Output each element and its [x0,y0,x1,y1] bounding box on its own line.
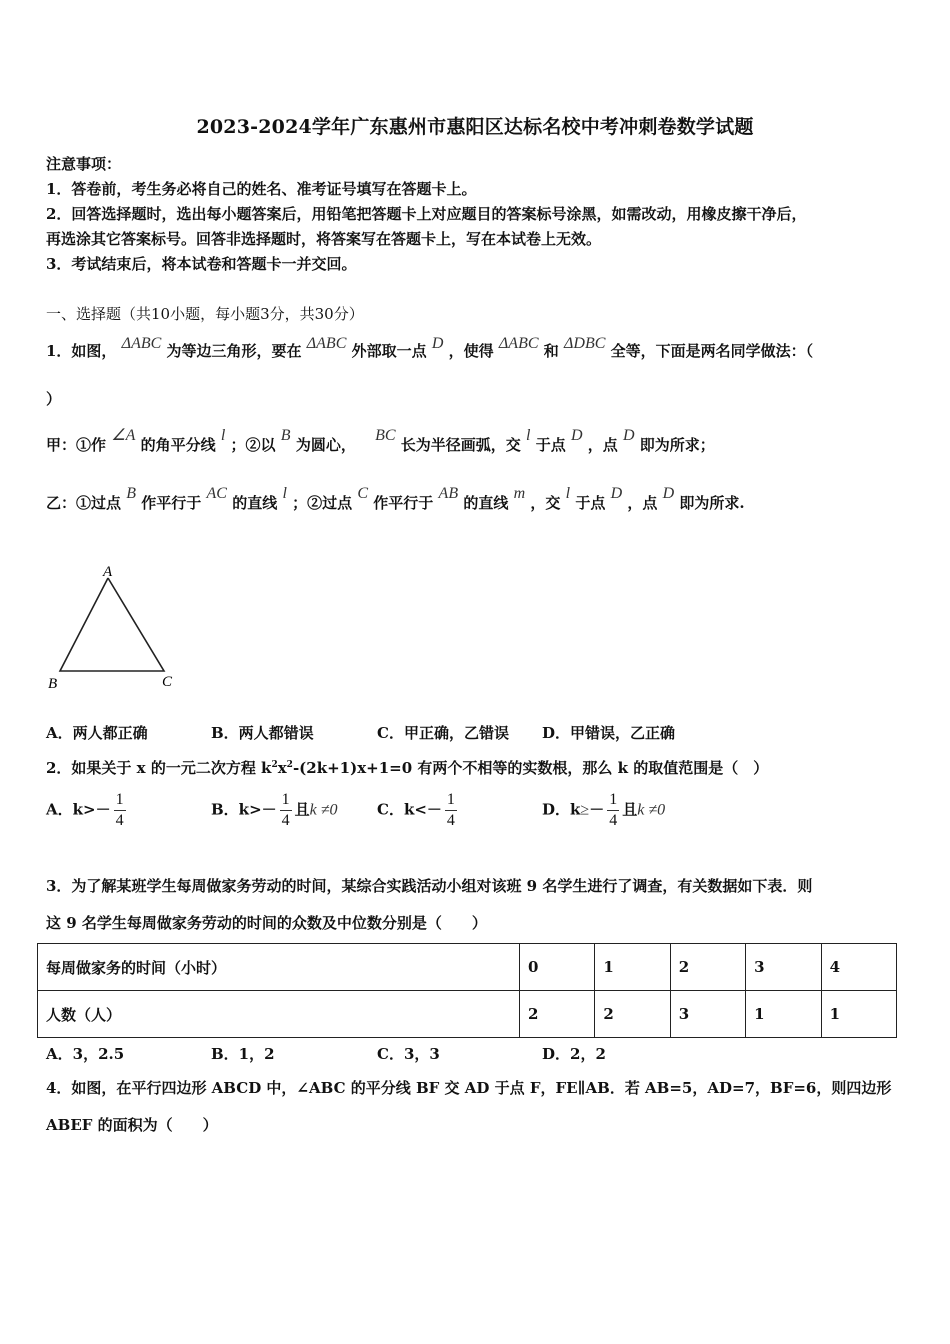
table-cell: 人数（人） [38,991,520,1038]
q3-stem-line-2: 这 9 名学生每周做家务劳动的时间的众数及中位数分别是（ ） [46,914,487,932]
q1-option-a: A．两人都正确 [46,724,148,742]
table-cell: 2 [595,991,670,1038]
yi-text: 即为所求. [679,494,745,512]
q1-math: ΔABC [306,335,347,352]
notice-item-3: 3．考试结束后，将本试卷和答题卡一并交回。 [46,255,357,273]
jia-text: ，点 [587,436,618,454]
yi-math: C [357,485,369,502]
notice-item-2b: 再选涂其它答案标号。回答非选择题时，将答案写在答题卡上，写在本试卷上无效。 [46,230,602,248]
q1-option-d: D．甲错误，乙正确 [542,724,676,742]
yi-math: AC [206,485,227,502]
q4-stem-line-1: 4．如图，在平行四边形 ABCD 中，∠ABC 的平分线 BF 交 AD 于点 F，FE∥AB．若 AB=5，AD=7，BF=6，则四边形 [46,1079,892,1097]
yi-math: l [282,485,287,502]
yi-text: ，点 [627,494,658,512]
q1-math: ΔABC [498,335,539,352]
table-row [38,944,897,991]
fraction-denominator: 4 [609,812,618,829]
table-cell: 1 [746,991,821,1038]
fraction-numerator: 1 [115,791,124,808]
yi-text: ，交 [530,494,561,512]
q4-stem-line-2: ABEF 的面积为（ ） [46,1116,218,1134]
table-cell: 3 [746,944,821,991]
fraction-numerator: 1 [446,791,455,808]
yi-math: m [513,485,526,502]
q3-option-d: D．2，2 [542,1045,606,1063]
q3-data-table [37,943,897,1038]
jia-text: 为圆心， [295,436,356,454]
yi-math: AB [438,485,459,502]
q1-text: 外部取一点 [351,342,427,360]
q1-yi-line [46,482,745,512]
q2-option-text: A．k>－ [46,800,111,819]
table-row [38,991,897,1038]
fraction-numerator: 1 [609,791,618,808]
fraction-denominator: 4 [115,812,124,829]
notice-item-2a: 2．回答选择题时，选出每小题答案后，用铅笔把答题卡上对应题目的答案标号涂黑，如需改动，用橡皮擦干净后， [46,205,807,223]
q2-option-text: C．k<－ [377,800,442,819]
q3-stem-line-1: 3．为了解某班学生每周做家务劳动的时间，某综合实践活动小组对该班 9 名学生进行了调查，有关数据如下表．则 [46,877,813,895]
q2-option-text: 且 [622,800,638,819]
yi-math: D [610,485,623,502]
yi-text: 的直线 [463,494,509,512]
q1-text: 全等，下面是两名同学做法：（ [610,342,814,360]
q1-math: ΔDBC [564,335,606,352]
jia-text: 甲：①作 [46,436,107,454]
q2-stem-text: x [277,759,287,777]
q2-option-text: D．k [542,800,581,819]
vertex-c-label: C [162,674,173,690]
q2-condition: k ≠0 [309,801,338,819]
q1-text: 为等边三角形，要在 [166,342,302,360]
q2-option-b [211,790,338,831]
q2-option-d [542,790,665,831]
vertex-a-label: A [103,564,113,580]
q2-exponent: 2 [271,760,278,770]
q2-option-c [377,790,460,831]
jia-math: B [280,427,291,444]
table-cell: 1 [821,991,896,1038]
q2-stem-text: -(2k+1)x+1=0 有两个不相等的实数根，那么 k 的取值范围是（ ） [292,759,769,777]
fraction [607,790,619,831]
yi-math: B [126,485,137,502]
fraction [114,790,126,831]
q1-math: D [431,335,444,352]
jia-math: ∠A [111,427,136,444]
jia-text: 长为半径画弧，交 [400,436,521,454]
q3-option-c: C．3，3 [377,1045,440,1063]
yi-text: 作平行于 [141,494,202,512]
jia-text: 的角平分线 [140,436,216,454]
fraction-numerator: 1 [281,791,290,808]
fraction-denominator: 4 [281,812,290,829]
vertex-b-label: B [48,676,58,692]
table-cell: 0 [520,944,595,991]
fraction [280,790,292,831]
fraction-denominator: 4 [446,812,455,829]
notice-item-1: 1．答卷前，考生务必将自己的姓名、准考证号填写在答题卡上。 [46,180,477,198]
jia-math: l [526,427,531,444]
yi-math: l [565,485,571,502]
table-cell: 2 [670,944,745,991]
q1-option-b: B．两人都错误 [211,724,314,742]
page-title: 2023-2024学年广东惠州市惠阳区达标名校中考冲刺卷数学试题 [196,116,754,138]
q1-text: 1．如图， [46,342,117,360]
q2-option-text: 且 [294,800,310,819]
yi-text: 的直线 [232,494,278,512]
q3-option-b: B．1，2 [211,1045,275,1063]
table-cell: 4 [821,944,896,991]
q1-text: ，使得 [448,342,494,360]
fraction [445,790,457,831]
jia-text: 于点 [535,436,566,454]
q1-text: 和 [543,342,559,360]
jia-text: ；②以 [230,436,276,454]
triangle-outline [60,578,164,671]
jia-text: 即为所求； [639,436,715,454]
yi-text: 乙：①过点 [46,494,122,512]
table-cell: 2 [520,991,595,1038]
q2-stem [46,757,768,778]
q1-option-c: C．甲正确，乙错误 [377,724,509,742]
q1-jia-line [46,424,715,454]
table-cell: 3 [670,991,745,1038]
q2-option-text: － [589,800,605,819]
yi-math: D [662,485,675,502]
q2-exponent: 2 [286,760,293,770]
yi-text: 作平行于 [373,494,434,512]
table-cell: 每周做家务的时间（小时） [38,944,520,991]
q2-stem-text: 2．如果关于 x 的一元二次方程 k [46,759,272,777]
q2-option-text: B．k>－ [211,800,277,819]
triangle-figure [40,558,190,698]
q2-operator: ≥ [580,801,590,819]
q2-option-a [46,790,129,831]
jia-math: D [570,427,583,444]
notice-heading: 注意事项： [46,155,122,173]
q1-math: ΔABC [121,335,162,352]
jia-math: D [622,427,635,444]
jia-math: l [220,427,226,444]
jia-math: BC [375,427,396,444]
q3-option-a: A．3，2.5 [46,1045,125,1063]
q2-condition: k ≠0 [637,801,666,819]
section-heading: 一、选择题（共10小题，每小题3分，共30分） [46,305,364,323]
q1-close-paren: ） [46,390,62,408]
table-cell: 1 [595,944,670,991]
yi-text: ；②过点 [292,494,353,512]
q1-stem [46,332,814,360]
yi-text: 于点 [575,494,606,512]
